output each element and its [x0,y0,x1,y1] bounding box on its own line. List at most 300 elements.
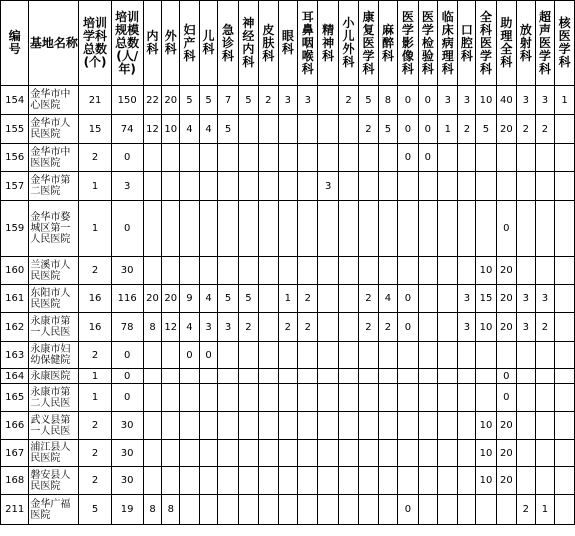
base-id-cell: 166 [1,412,29,440]
value-cell: 2 [359,115,379,144]
value-cell [278,412,298,440]
base-name-cell: 磐安县人民医院 [29,467,79,495]
value-cell [162,384,180,412]
table-row [1,86,575,115]
value-cell [180,440,200,467]
value-cell [180,144,200,172]
value-cell [438,285,458,313]
value-cell [378,201,398,257]
base-name-cell: 金华市婺城区第一人民医院 [29,201,79,257]
value-cell [238,467,258,495]
column-header: 培训学科总数(个) [79,1,111,86]
value-cell: 2 [79,342,111,369]
value-cell [555,285,575,313]
value-cell [298,412,318,440]
value-cell [298,342,318,369]
value-cell: 0 [398,285,418,313]
value-cell [338,369,358,384]
value-cell: 2 [278,313,298,342]
value-cell [199,495,218,525]
value-cell [298,467,318,495]
value-cell [359,440,379,467]
value-cell: 3 [218,313,238,342]
value-cell [278,384,298,412]
value-cell [318,342,338,369]
value-cell [298,440,318,467]
value-cell: 30 [111,412,143,440]
value-cell [535,440,555,467]
value-cell: 5 [476,115,496,144]
value-cell: 5 [218,115,238,144]
value-cell [555,313,575,342]
value-cell [398,201,418,257]
value-cell: 0 [496,369,516,384]
value-cell [418,369,438,384]
value-cell: 2 [79,144,111,172]
value-cell: 2 [238,313,258,342]
value-cell [143,201,162,257]
value-cell: 3 [298,86,318,115]
value-cell [359,257,379,285]
value-cell: 0 [111,201,143,257]
value-cell: 2 [517,115,536,144]
value-cell [298,495,318,525]
value-cell: 0 [418,86,438,115]
value-cell [259,285,279,313]
base-id-cell: 161 [1,285,29,313]
table-row [1,440,575,467]
value-cell [418,201,438,257]
column-header: 医学检验科 [418,1,438,86]
value-cell [143,467,162,495]
value-cell [238,144,258,172]
value-cell [398,172,418,201]
base-name-cell: 兰溪市人民医院 [29,257,79,285]
value-cell [535,369,555,384]
value-cell: 1 [555,86,575,115]
value-cell: 0 [398,115,418,144]
value-cell: 21 [79,86,111,115]
value-cell: 1 [79,201,111,257]
value-cell [338,412,358,440]
value-cell [438,257,458,285]
value-cell: 5 [79,495,111,525]
value-cell [458,369,476,384]
value-cell [259,467,279,495]
value-cell: 1 [278,285,298,313]
value-cell [535,467,555,495]
base-name-cell: 金华市中医医院 [29,144,79,172]
value-cell: 2 [338,86,358,115]
value-cell [338,115,358,144]
value-cell [199,201,218,257]
value-cell [259,495,279,525]
value-cell [438,172,458,201]
value-cell: 1 [535,495,555,525]
value-cell: 30 [111,467,143,495]
column-header: 皮肤科 [259,1,279,86]
value-cell [535,144,555,172]
value-cell: 30 [111,257,143,285]
value-cell [218,440,238,467]
value-cell [438,201,458,257]
value-cell [143,144,162,172]
value-cell [162,201,180,257]
value-cell [555,342,575,369]
value-cell: 12 [162,313,180,342]
value-cell [476,369,496,384]
value-cell: 2 [298,313,318,342]
value-cell [278,467,298,495]
base-id-cell: 159 [1,201,29,257]
value-cell: 12 [143,115,162,144]
value-cell: 3 [517,86,536,115]
value-cell [180,257,200,285]
base-name-cell: 永康市第二人民医 [29,384,79,412]
value-cell [278,342,298,369]
value-cell: 2 [458,115,476,144]
value-cell: 0 [111,369,143,384]
base-name-cell: 永康市妇幼保健院 [29,342,79,369]
value-cell: 3 [438,86,458,115]
value-cell [238,369,258,384]
value-cell [555,172,575,201]
value-cell: 4 [180,313,200,342]
value-cell [259,342,279,369]
table-row [1,369,575,384]
value-cell: 116 [111,285,143,313]
value-cell [218,342,238,369]
value-cell: 4 [378,285,398,313]
value-cell: 0 [199,342,218,369]
value-cell [143,172,162,201]
value-cell [199,440,218,467]
value-cell [535,342,555,369]
value-cell [318,257,338,285]
value-cell [555,115,575,144]
table-head [1,1,575,86]
value-cell [199,412,218,440]
value-cell [180,384,200,412]
value-cell [378,384,398,412]
value-cell [162,467,180,495]
column-header: 儿科 [199,1,218,86]
base-id-cell: 163 [1,342,29,369]
value-cell [535,257,555,285]
column-header: 医学影像科 [398,1,418,86]
value-cell: 0 [398,313,418,342]
value-cell [418,342,438,369]
value-cell [535,412,555,440]
value-cell [278,369,298,384]
column-header: 全科医学科 [476,1,496,86]
value-cell [259,172,279,201]
value-cell [218,384,238,412]
value-cell [359,369,379,384]
value-cell [259,144,279,172]
column-header: 内科 [143,1,162,86]
value-cell: 22 [143,86,162,115]
column-header: 口腔科 [458,1,476,86]
value-cell: 16 [79,285,111,313]
value-cell [359,172,379,201]
value-cell [238,115,258,144]
value-cell: 2 [79,440,111,467]
value-cell [517,412,536,440]
value-cell [143,384,162,412]
value-cell [338,257,358,285]
value-cell: 0 [496,384,516,412]
value-cell [378,172,398,201]
value-cell [259,369,279,384]
value-cell: 150 [111,86,143,115]
value-cell [238,201,258,257]
value-cell [338,384,358,412]
base-name-cell: 金华市中心医院 [29,86,79,115]
value-cell [218,495,238,525]
value-cell: 2 [79,467,111,495]
value-cell: 15 [476,285,496,313]
value-cell [517,172,536,201]
value-cell: 2 [298,285,318,313]
value-cell: 10 [162,115,180,144]
value-cell [438,313,458,342]
value-cell [180,201,200,257]
value-cell [418,384,438,412]
value-cell [278,495,298,525]
value-cell [218,257,238,285]
value-cell [458,342,476,369]
value-cell: 1 [79,369,111,384]
value-cell [359,467,379,495]
value-cell: 20 [496,412,516,440]
base-name-cell: 永康市第一人民医 [29,313,79,342]
value-cell: 5 [218,285,238,313]
value-cell [298,384,318,412]
value-cell [218,467,238,495]
value-cell [535,172,555,201]
base-id-cell: 167 [1,440,29,467]
base-id-cell: 162 [1,313,29,342]
value-cell: 10 [476,313,496,342]
value-cell [418,285,438,313]
base-name-cell: 东阳市人民医院 [29,285,79,313]
value-cell [555,144,575,172]
value-cell [378,144,398,172]
table-row [1,257,575,285]
value-cell [143,257,162,285]
value-cell [438,412,458,440]
column-header: 神经内科 [238,1,258,86]
value-cell [438,440,458,467]
value-cell: 8 [378,86,398,115]
value-cell [162,172,180,201]
value-cell [517,369,536,384]
value-cell: 3 [535,86,555,115]
value-cell [555,440,575,467]
value-cell [199,144,218,172]
value-cell: 16 [79,313,111,342]
value-cell [259,115,279,144]
value-cell [338,467,358,495]
value-cell: 3 [535,285,555,313]
value-cell [298,201,318,257]
value-cell [278,201,298,257]
value-cell: 5 [359,86,379,115]
value-cell [218,369,238,384]
value-cell [496,172,516,201]
value-cell [318,115,338,144]
value-cell [298,115,318,144]
table-row [1,467,575,495]
column-header: 编号 [1,1,29,86]
value-cell: 5 [199,86,218,115]
value-cell [259,412,279,440]
value-cell: 10 [476,86,496,115]
value-cell: 2 [359,285,379,313]
value-cell [378,257,398,285]
value-cell: 3 [517,285,536,313]
value-cell [555,412,575,440]
column-header: 耳鼻咽喉科 [298,1,318,86]
value-cell [318,467,338,495]
table-row [1,201,575,257]
value-cell [418,313,438,342]
value-cell: 8 [143,495,162,525]
value-cell: 3 [517,313,536,342]
value-cell: 15 [79,115,111,144]
value-cell [180,172,200,201]
value-cell: 19 [111,495,143,525]
value-cell [517,342,536,369]
value-cell [259,257,279,285]
value-cell [180,495,200,525]
value-cell [238,257,258,285]
value-cell [338,342,358,369]
value-cell [298,172,318,201]
value-cell: 0 [496,201,516,257]
value-cell: 7 [218,86,238,115]
value-cell [143,440,162,467]
value-cell: 30 [111,440,143,467]
base-name-cell: 永康医院 [29,369,79,384]
value-cell [458,467,476,495]
base-id-cell: 154 [1,86,29,115]
column-header: 急诊科 [218,1,238,86]
value-cell [278,144,298,172]
column-header: 妇产科 [180,1,200,86]
value-cell [517,384,536,412]
value-cell: 3 [458,313,476,342]
base-name-cell: 金华广福医院 [29,495,79,525]
value-cell: 2 [535,115,555,144]
value-cell [458,144,476,172]
value-cell [517,201,536,257]
table-row [1,285,575,313]
value-cell [218,144,238,172]
value-cell [517,257,536,285]
value-cell: 1 [79,172,111,201]
value-cell [476,384,496,412]
base-id-cell: 164 [1,369,29,384]
column-header: 临床病理科 [438,1,458,86]
value-cell: 0 [398,495,418,525]
value-cell [143,342,162,369]
value-cell [476,144,496,172]
value-cell [143,369,162,384]
value-cell [359,342,379,369]
value-cell: 2 [259,86,279,115]
value-cell [418,172,438,201]
value-cell [318,412,338,440]
value-cell [458,257,476,285]
value-cell [398,412,418,440]
value-cell [476,342,496,369]
value-cell [278,115,298,144]
value-cell: 3 [278,86,298,115]
base-name-cell: 武义县第一人民医 [29,412,79,440]
value-cell [398,342,418,369]
value-cell: 8 [162,495,180,525]
value-cell [378,467,398,495]
table-row [1,495,575,525]
value-cell [318,285,338,313]
value-cell: 1 [79,384,111,412]
value-cell [476,201,496,257]
value-cell: 2 [378,313,398,342]
value-cell: 20 [496,313,516,342]
value-cell: 74 [111,115,143,144]
value-cell [535,384,555,412]
value-cell: 78 [111,313,143,342]
value-cell [162,342,180,369]
value-cell: 0 [111,144,143,172]
value-cell [438,342,458,369]
value-cell [162,412,180,440]
value-cell [238,342,258,369]
value-cell: 20 [143,285,162,313]
value-cell [496,342,516,369]
value-cell [318,495,338,525]
base-id-cell: 211 [1,495,29,525]
value-cell [458,412,476,440]
value-cell [438,467,458,495]
value-cell [338,172,358,201]
value-cell: 5 [180,86,200,115]
value-cell [517,440,536,467]
value-cell: 10 [476,467,496,495]
value-cell [199,384,218,412]
value-cell [318,440,338,467]
value-cell [555,257,575,285]
base-id-cell: 156 [1,144,29,172]
value-cell [359,144,379,172]
value-cell: 5 [238,86,258,115]
value-cell [418,467,438,495]
value-cell [555,201,575,257]
value-cell [259,384,279,412]
value-cell [458,201,476,257]
value-cell [218,201,238,257]
table-row [1,115,575,144]
base-name-cell: 金华市人民医院 [29,115,79,144]
value-cell [398,440,418,467]
value-cell [418,412,438,440]
value-cell [338,313,358,342]
column-header: 麻醉科 [378,1,398,86]
value-cell [218,412,238,440]
value-cell: 3 [199,313,218,342]
